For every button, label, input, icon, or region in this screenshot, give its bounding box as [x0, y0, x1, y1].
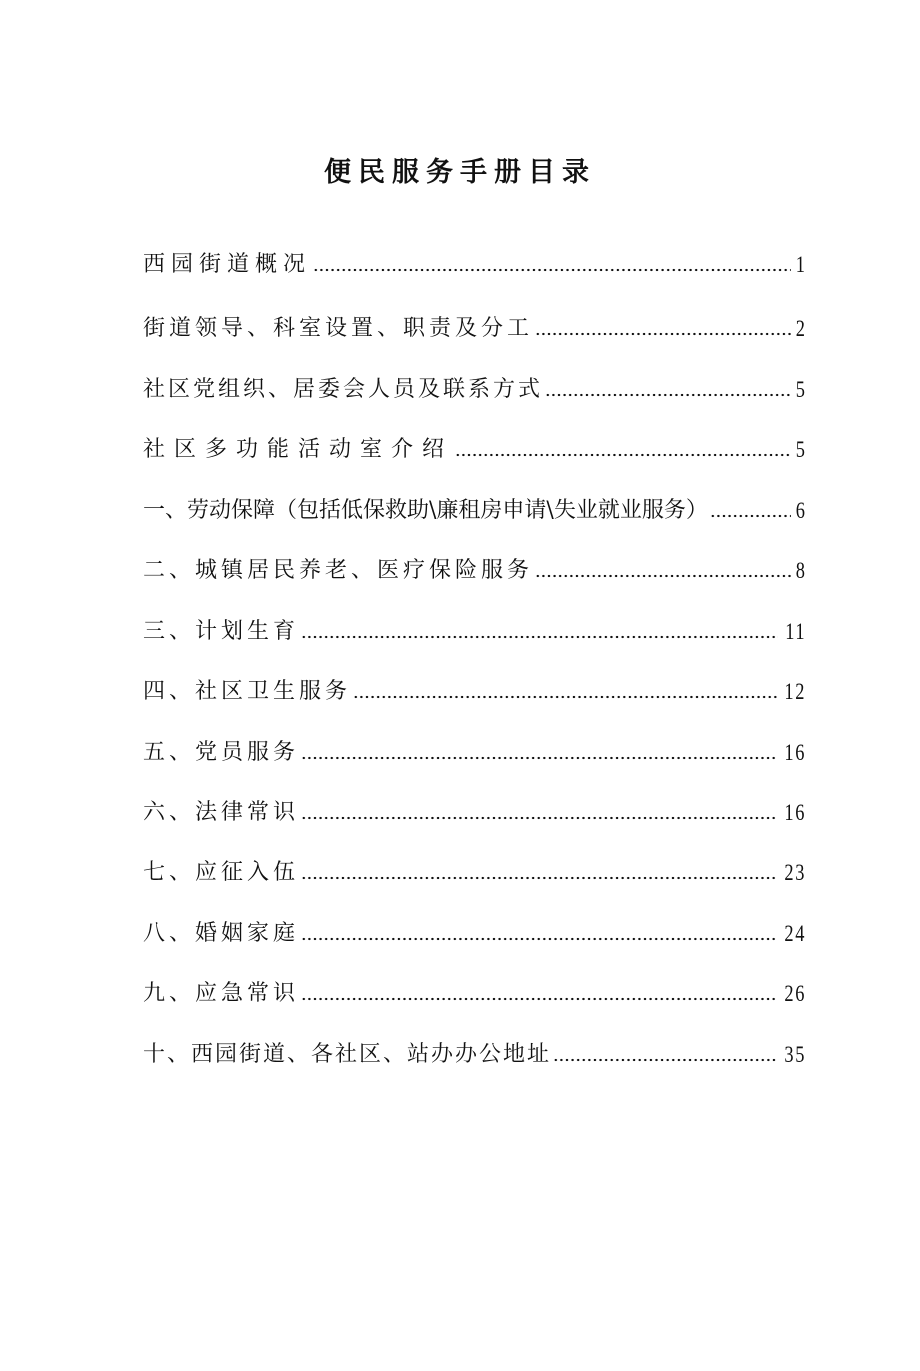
- toc-entry-page: 26: [784, 981, 806, 1006]
- dot-leader: [535, 332, 790, 336]
- toc-entry-page: 11: [785, 619, 806, 644]
- toc-entry-label: 社区多功能活动室介绍: [143, 437, 454, 462]
- toc-entry[interactable]: [143, 493, 806, 525]
- dot-leader: [313, 268, 790, 272]
- toc-entry-page: 35: [784, 1042, 806, 1067]
- toc-entry-page: 5: [795, 377, 806, 402]
- toc-entry-label: 三、计划生育: [143, 619, 300, 644]
- dot-leader: [353, 695, 777, 699]
- toc-entry[interactable]: [143, 1037, 806, 1069]
- toc-entry[interactable]: [143, 855, 806, 887]
- toc-entry-label: 八、婚姻家庭: [143, 921, 300, 946]
- dot-leader: [301, 876, 777, 880]
- toc-entry-page: 6: [795, 498, 806, 523]
- dot-leader: [301, 635, 778, 639]
- dot-leader: [301, 997, 777, 1001]
- toc-entry[interactable]: [143, 247, 806, 279]
- toc-entry[interactable]: [143, 311, 806, 343]
- toc-entry-label: 四、社区卫生服务: [143, 679, 352, 704]
- toc-entry-label: 二、城镇居民养老、医疗保险服务: [143, 558, 534, 583]
- toc-entry[interactable]: [143, 372, 806, 404]
- toc-entry-label: 一、劳动保障（包括低保救助\廉租房申请\失业就业服务）: [143, 498, 708, 523]
- toc-entry-label: 社区党组织、居委会人员及联系方式: [143, 377, 544, 402]
- dot-leader: [545, 393, 790, 397]
- toc-entry-label: 六、法律常识: [143, 800, 300, 825]
- dot-leader: [301, 756, 777, 760]
- toc-entry-page: 8: [795, 558, 806, 583]
- toc-entry-page: 12: [784, 679, 806, 704]
- toc-entry[interactable]: [143, 674, 806, 706]
- toc-entry-page: 24: [784, 921, 806, 946]
- toc-entry-label: 七、应征入伍: [143, 860, 300, 885]
- toc-entry[interactable]: [143, 735, 806, 767]
- toc-entry-label: 五、党员服务: [143, 740, 300, 765]
- dot-leader: [710, 514, 791, 518]
- toc-entry[interactable]: [143, 614, 806, 646]
- toc-entry-page: 16: [784, 740, 806, 765]
- dot-leader: [301, 937, 777, 941]
- toc-entry[interactable]: [143, 432, 806, 464]
- toc-entry-page: 5: [795, 437, 806, 462]
- toc-entry[interactable]: [143, 976, 806, 1008]
- toc-entry-page: 23: [784, 860, 806, 885]
- toc-entry-label: 西园街道概况: [143, 252, 312, 277]
- dot-leader: [455, 453, 790, 457]
- dot-leader: [553, 1058, 777, 1062]
- dot-leader: [301, 816, 777, 820]
- toc-entry-page: 1: [795, 252, 806, 277]
- dot-leader: [535, 574, 790, 578]
- toc-entry-page: 2: [795, 316, 806, 341]
- toc-entry-label: 街道领导、科室设置、职责及分工: [143, 316, 534, 341]
- toc-entry-label: 十、西园街道、各社区、站办办公地址: [143, 1042, 552, 1067]
- toc-entry[interactable]: [143, 916, 806, 948]
- toc-entry-page: 16: [784, 800, 806, 825]
- toc-entry[interactable]: [143, 795, 806, 827]
- page-title: 便民服务手册目录: [324, 157, 596, 188]
- toc-entry[interactable]: [143, 553, 806, 585]
- toc-entry-label: 九、应急常识: [143, 981, 300, 1006]
